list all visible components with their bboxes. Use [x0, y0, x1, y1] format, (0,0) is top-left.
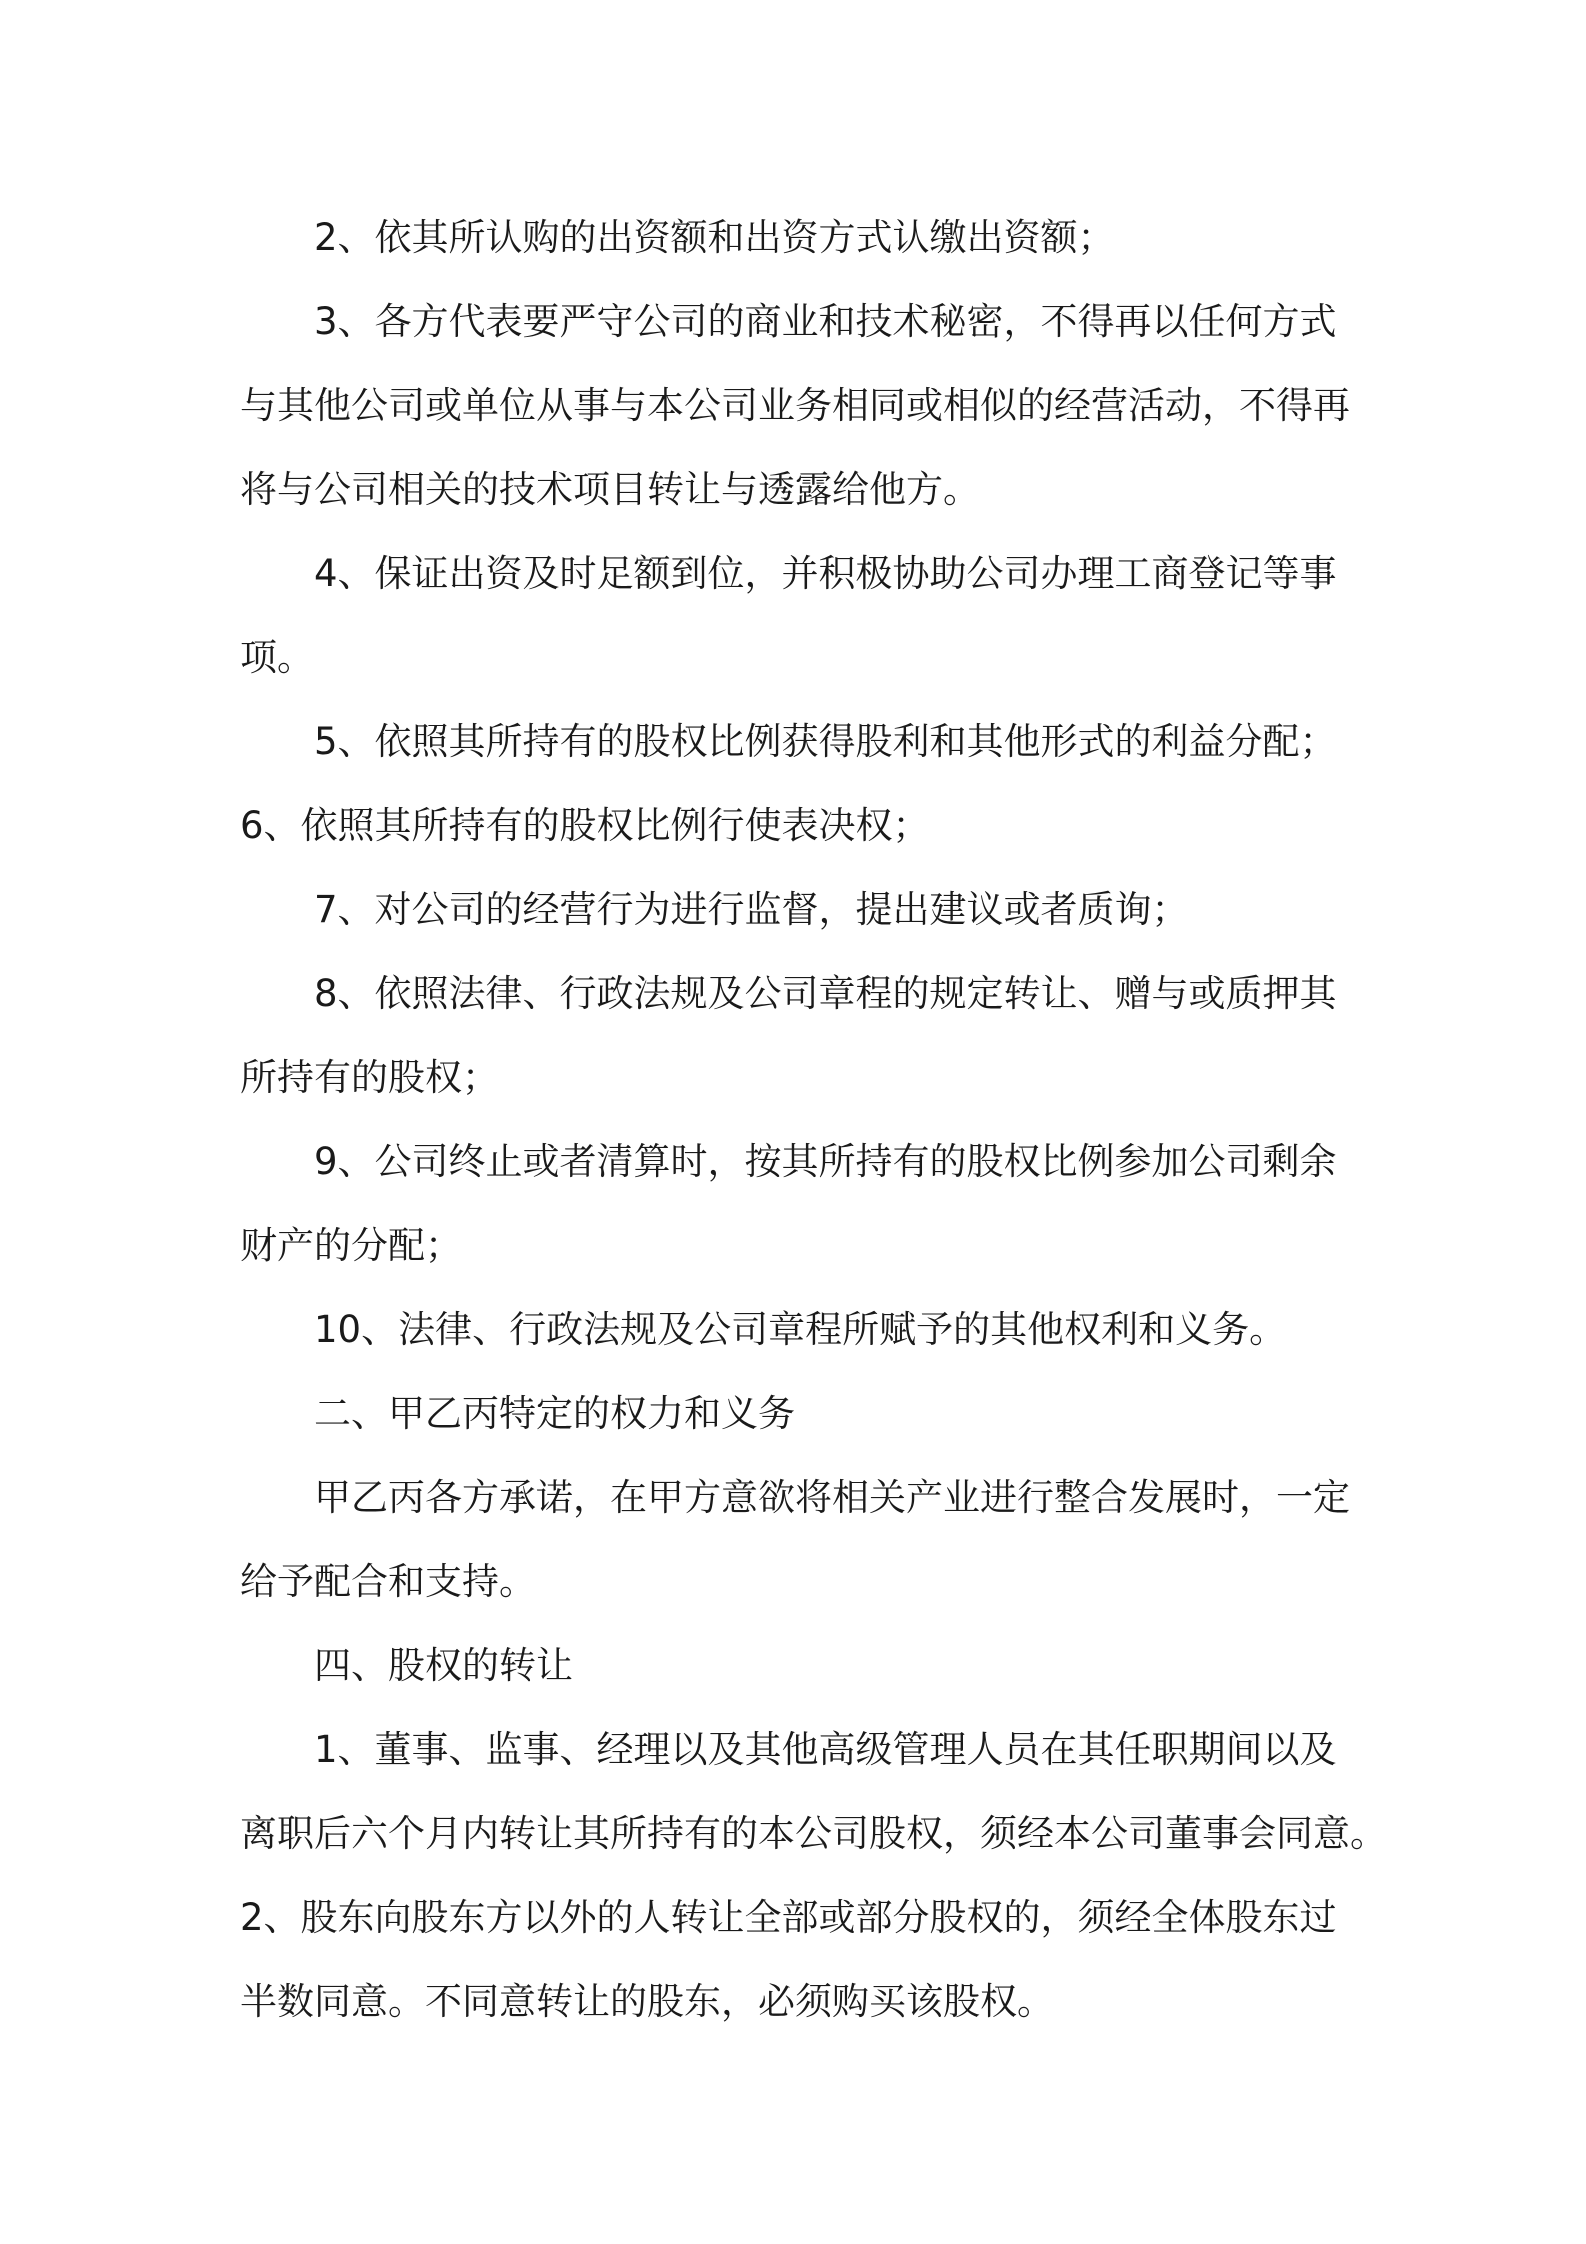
text-line: 所持有的股权；: [240, 1056, 499, 1099]
text-line: 财产的分配；: [240, 1224, 462, 1267]
section-heading: 二、甲乙丙特定的权力和义务: [314, 1392, 795, 1435]
text-line: 10、法律、行政法规及公司章程所赋予的其他权利和义务。: [314, 1308, 1287, 1351]
text-line: 7、对公司的经营行为进行监督，提出建议或者质询；: [314, 888, 1189, 931]
text-line: 半数同意。不同意转让的股东，必须购买该股权。: [240, 1980, 1054, 2023]
text-line: 3、各方代表要严守公司的商业和技术秘密，不得再以任何方式: [314, 300, 1337, 343]
text-line: 离职后六个月内转让其所持有的本公司股权，须经本公司董事会同意。: [240, 1812, 1387, 1855]
text-line: 甲乙丙各方承诺，在甲方意欲将相关产业进行整合发展时，一定: [314, 1476, 1350, 1519]
text-line: 1、董事、监事、经理以及其他高级管理人员在其任职期间以及: [314, 1728, 1337, 1771]
text-line: 2、股东向股东方以外的人转让全部或部分股权的，须经全体股东过: [240, 1896, 1337, 1939]
text-line: 2、依其所认购的出资额和出资方式认缴出资额；: [314, 216, 1115, 259]
text-line: 6、依照其所持有的股权比例行使表决权；: [240, 804, 930, 847]
section-heading: 四、股权的转让: [314, 1644, 573, 1687]
text-line: 项。: [240, 636, 314, 679]
text-line: 4、保证出资及时足额到位，并积极协助公司办理工商登记等事: [314, 552, 1337, 595]
text-line: 8、依照法律、行政法规及公司章程的规定转让、赠与或质押其: [314, 972, 1337, 1015]
text-line: 将与公司相关的技术项目转让与透露给他方。: [240, 468, 980, 511]
document-body: [240, 196, 1387, 2044]
text-line: 9、公司终止或者清算时，按其所持有的股权比例参加公司剩余: [314, 1140, 1337, 1183]
text-line: 给予配合和支持。: [240, 1560, 536, 1603]
text-line: 与其他公司或单位从事与本公司业务相同或相似的经营活动，不得再: [240, 384, 1350, 427]
text-line: 5、依照其所持有的股权比例获得股利和其他形式的利益分配；: [314, 720, 1337, 763]
